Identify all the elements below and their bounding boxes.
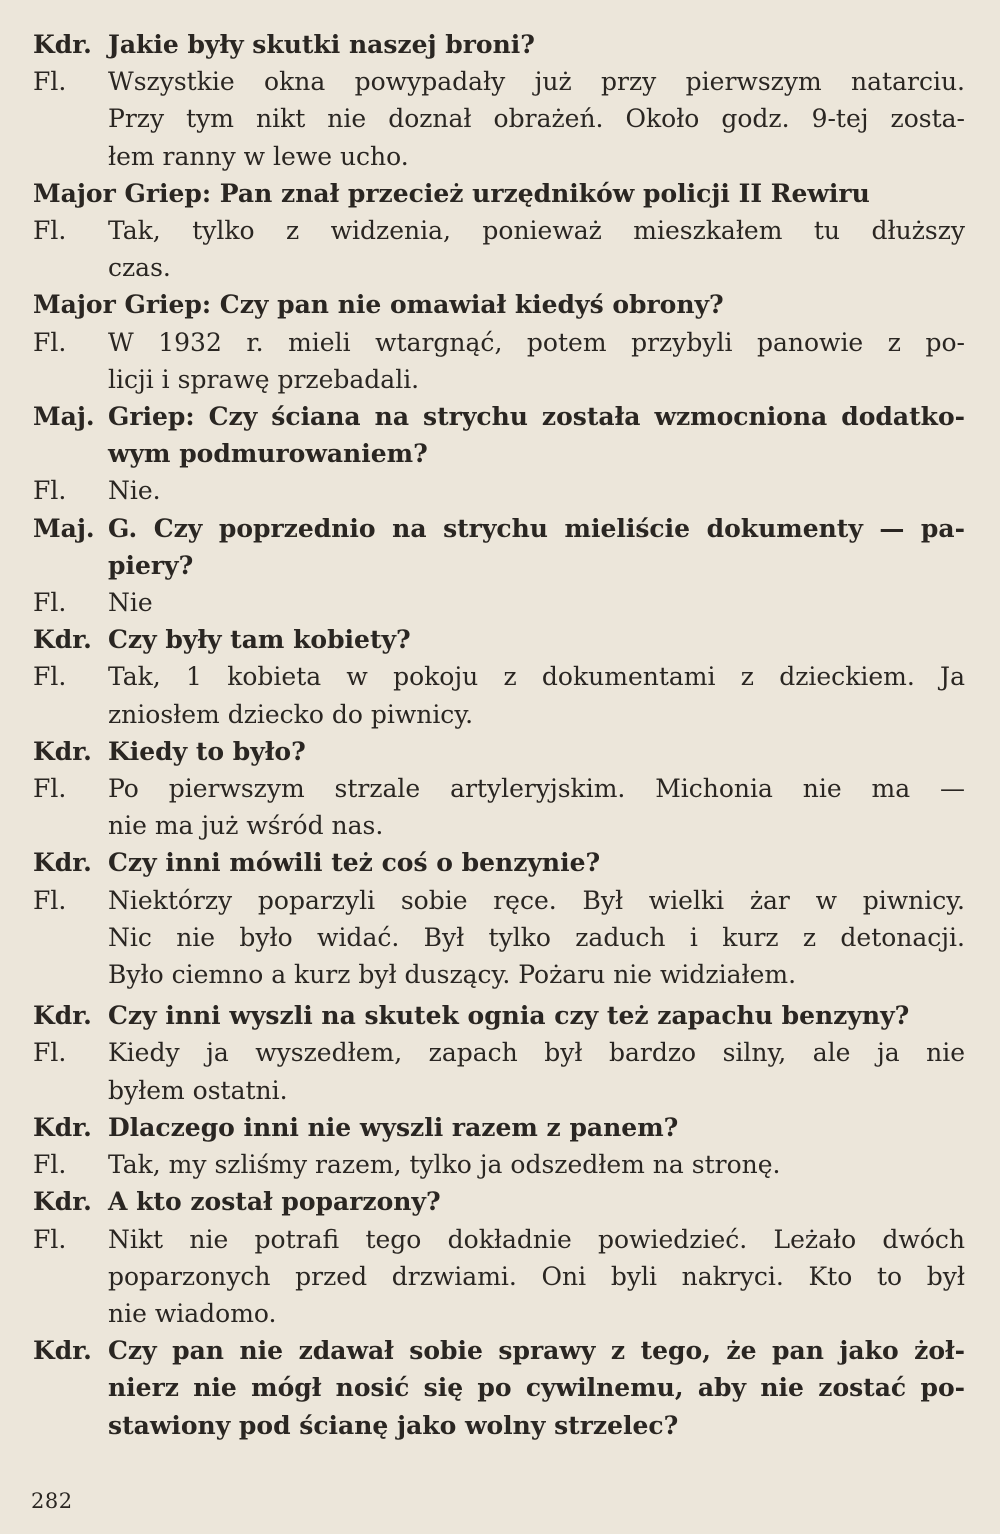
question-entry [33,733,965,770]
answer-entry [33,1034,965,1108]
question-entry [33,844,965,881]
text-line: Czy były tam kobiety? [108,625,411,655]
text-line: Nie [108,588,153,618]
answer-entry [33,584,965,621]
text-line: łem ranny w lewe ucho. [108,141,409,171]
text-line: Czy pan nie zdawał sobie sprawy z tego, że pan jako żoł- [108,1336,965,1366]
text-line: Nikt nie potrafi tego dokładnie powiedzieć. Leżało dwóch [108,1224,965,1254]
text-line: Griep: Czy ściana na strychu została wzmocniona dodatko- [108,402,965,432]
speaker-label: Fl. [33,662,67,692]
text-line: Kiedy to było? [108,736,306,766]
question-entry [33,398,965,472]
question-text [108,1332,965,1444]
speaker-label: Fl. [33,67,67,97]
text-line: Wszystkie okna powypadały już przy pierwszym natarciu. [108,67,965,97]
text-line: nie wiadomo. [108,1298,277,1328]
text-line: Jakie były skutki naszej broni? [108,30,535,59]
speaker-label: Kdr. [33,30,92,59]
speaker-label: Kdr. [33,848,92,878]
answer-text [108,1034,965,1108]
text-line: licji i sprawę przebadali. [108,364,420,394]
text-line: Niektórzy poparzyli sobie ręce. Był wielki żar w piwnicy. [108,885,965,915]
text-line: piery? [108,550,194,580]
text-line: G. Czy poprzednio na strychu mieliście dokumenty — pa- [108,513,965,543]
text-line: stawiony pod ścianę jako wolny strzelec? [108,1410,679,1440]
question-entry-full-width: Major Griep: Pan znał przecież urzędników policji II Rewiru [33,178,870,208]
page-number: 282 [31,1489,73,1513]
speaker-label: Maj. [33,402,95,432]
answer-entry [33,658,965,732]
speaker-label: Fl. [33,1224,67,1254]
text-line: Było ciemno a kurz był duszący. Pożaru nie widziałem. [108,960,797,990]
speaker-label: Fl. [33,1038,67,1068]
answer-text [108,63,965,175]
speaker-label: Kdr. [33,1187,92,1217]
question-entry [33,1183,965,1220]
text-line: W 1932 r. mieli wtargnąć, potem przybyli panowie z po- [108,327,965,357]
question-text [108,844,965,881]
answer-entry [33,472,965,509]
speaker-label: Kdr. [33,1112,92,1142]
question-entry [33,1109,965,1146]
text-line: Dlaczego inni nie wyszli razem z panem? [108,1112,679,1142]
speaker-label: Fl. [33,1150,67,1180]
text-line: A kto został poparzony? [108,1187,441,1217]
question-text [108,621,965,658]
text-line: poparzonych przed drzwiami. Oni byli nakryci. Kto to był [108,1261,965,1291]
text-line: Tak, my szliśmy razem, tylko ja odszedłem na stronę. [108,1150,781,1180]
question-text [108,398,965,472]
question-entry [33,510,965,584]
text-line: zniosłem dziecko do piwnicy. [108,699,474,729]
speaker-label: Kdr. [33,1336,92,1366]
question-text [108,997,965,1034]
text-line: Czy inni wyszli na skutek ognia czy też zapachu benzyny? [108,1001,910,1031]
answer-text [108,472,965,509]
answer-entry [33,1146,965,1183]
answer-text [108,882,965,994]
answer-entry [33,882,965,994]
text-line: nierz nie mógł nosić się po cywilnemu, aby nie zostać po- [108,1373,965,1403]
question-entry-full-width: Major Griep: Czy pan nie omawiał kiedyś obrony? [33,290,724,320]
answer-text [108,770,965,844]
question-entry [33,26,965,63]
answer-entry [33,63,965,175]
answer-text [108,324,965,398]
speaker-label: Maj. [33,513,95,543]
question-text [108,1183,965,1220]
answer-entry [33,1221,965,1333]
text-line: Nie. [108,476,161,506]
answer-text [108,1221,965,1333]
question-text [108,26,965,63]
speaker-label: Fl. [33,885,67,915]
text-line: Nic nie było widać. Był tylko zaduch i kurz z detonacji. [108,922,965,952]
answer-text [108,658,965,732]
question-text [108,733,965,770]
speaker-label: Kdr. [33,1001,92,1031]
answer-entry [33,770,965,844]
text-line: byłem ostatni. [108,1075,288,1105]
answer-text [108,584,965,621]
answer-text [108,212,965,286]
question-text [108,1109,965,1146]
speaker-label: Fl. [33,327,67,357]
text-line: Tak, 1 kobieta w pokoju z dokumentami z dzieckiem. Ja [108,662,965,692]
question-entry [33,997,965,1034]
answer-text [108,1146,965,1183]
text-line: wym podmurowaniem? [108,439,428,469]
answer-entry [33,324,965,398]
text-line: Po pierwszym strzale artyleryjskim. Michonia nie ma — [108,774,965,804]
speaker-label: Fl. [33,476,67,506]
speaker-label: Kdr. [33,736,92,766]
speaker-label: Fl. [33,774,67,804]
text-line: Tak, tylko z widzenia, ponieważ mieszkałem tu dłuższy [108,216,965,246]
question-entry [33,1332,965,1444]
question-entry [33,621,965,658]
text-line: nie ma już wśród nas. [108,811,384,841]
interrogation-transcript [33,26,965,1444]
text-line: czas. [108,253,171,283]
question-text [108,510,965,584]
text-line: Przy tym nikt nie doznał obrażeń. Około godz. 9-tej zosta- [108,104,965,134]
answer-entry [33,212,965,286]
text-line: Czy inni mówili też coś o benzynie? [108,848,601,878]
text-line: Kiedy ja wyszedłem, zapach był bardzo silny, ale ja nie [108,1038,965,1068]
speaker-label: Kdr. [33,625,92,655]
speaker-label: Fl. [33,216,67,246]
speaker-label: Fl. [33,588,67,618]
